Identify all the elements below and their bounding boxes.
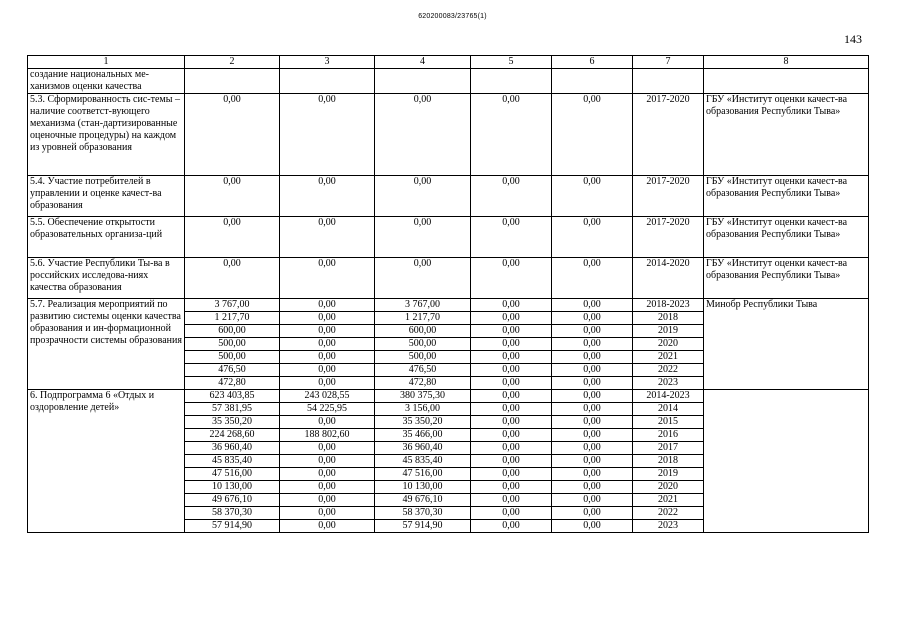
value-cell: 36 960,40: [185, 442, 280, 455]
value-cell: 0,00: [280, 364, 375, 377]
value-cell: 0,00: [185, 94, 280, 176]
value-cell: 0,00: [552, 468, 633, 481]
value-cell: 0,00: [471, 468, 552, 481]
row-name: 5.5. Обеспечение открытости образовательных организа-ций: [28, 217, 185, 258]
header-cell: 4: [375, 56, 471, 69]
value-cell: 243 028,55: [280, 390, 375, 403]
value-cell: 0,00: [471, 442, 552, 455]
value-cell: 188 802,60: [280, 429, 375, 442]
value-cell: 0,00: [280, 299, 375, 312]
value-cell: 1 217,70: [185, 312, 280, 325]
header-cell: 8: [704, 56, 869, 69]
value-cell: 0,00: [471, 217, 552, 258]
value-cell: 2019: [633, 468, 704, 481]
value-cell: 3 767,00: [375, 299, 471, 312]
value-cell: 0,00: [280, 494, 375, 507]
value-cell: 0,00: [280, 481, 375, 494]
value-cell: 500,00: [185, 338, 280, 351]
value-cell: 2021: [633, 494, 704, 507]
value-cell: 3 767,00: [185, 299, 280, 312]
row-name: 5.4. Участие потребителей в управлении и оценке качест-ва образования: [28, 176, 185, 217]
value-cell: 0,00: [552, 455, 633, 468]
header-cell: 1: [28, 56, 185, 69]
value-cell: 472,80: [375, 377, 471, 390]
value-cell: 0,00: [280, 258, 375, 299]
value-cell: 0,00: [552, 494, 633, 507]
value-cell: 2021: [633, 351, 704, 364]
value-cell: 472,80: [185, 377, 280, 390]
value-cell: 2017-2020: [633, 176, 704, 217]
value-cell: 0,00: [471, 481, 552, 494]
value-cell: 2018-2023: [633, 299, 704, 312]
value-cell: 0,00: [471, 507, 552, 520]
value-cell: 0,00: [552, 442, 633, 455]
value-cell: 600,00: [375, 325, 471, 338]
value-cell: 2014: [633, 403, 704, 416]
table-header-row: [28, 56, 869, 69]
value-cell: 476,50: [185, 364, 280, 377]
value-cell: 2015: [633, 416, 704, 429]
responsible-cell: ГБУ «Институт оценки качест-ва образования Республики Тыва»: [704, 258, 869, 299]
value-cell: 0,00: [280, 468, 375, 481]
value-cell: 1 217,70: [375, 312, 471, 325]
value-cell: 500,00: [375, 351, 471, 364]
value-cell: 600,00: [185, 325, 280, 338]
value-cell: 0,00: [471, 338, 552, 351]
table-row: [28, 217, 869, 258]
responsible-cell: ГБУ «Институт оценки качест-ва образования Республики Тыва»: [704, 217, 869, 258]
responsible-cell: ГБУ «Институт оценки качест-ва образования Республики Тыва»: [704, 94, 869, 176]
value-cell: 58 370,30: [185, 507, 280, 520]
value-cell: 0,00: [375, 258, 471, 299]
value-cell: 0,00: [471, 351, 552, 364]
value-cell: 2020: [633, 481, 704, 494]
header-cell: 7: [633, 56, 704, 69]
value-cell: 0,00: [552, 299, 633, 312]
value-cell: 0,00: [471, 325, 552, 338]
table-row: [28, 69, 869, 94]
value-cell: 36 960,40: [375, 442, 471, 455]
value-cell: 0,00: [471, 258, 552, 299]
value-cell: 0,00: [552, 403, 633, 416]
value-cell: 0,00: [471, 377, 552, 390]
responsible-cell: [704, 390, 869, 533]
value-cell: 35 350,20: [375, 416, 471, 429]
row-name: 5.7. Реализация мероприятий по развитию системы оценки качества образования и ин-формационной прозрачности системы образования: [28, 299, 185, 390]
value-cell: 0,00: [280, 455, 375, 468]
value-cell: 0,00: [552, 176, 633, 217]
value-cell: 0,00: [552, 390, 633, 403]
value-cell: 0,00: [375, 94, 471, 176]
value-cell: 2023: [633, 520, 704, 533]
row-name: создание национальных ме-ханизмов оценки качества: [28, 69, 185, 94]
row-name: 6. Подпрограмма 6 «Отдых и оздоровление детей»: [28, 390, 185, 533]
value-cell: 0,00: [280, 351, 375, 364]
value-cell: 0,00: [552, 325, 633, 338]
value-cell: 2014-2023: [633, 390, 704, 403]
value-cell: 0,00: [471, 299, 552, 312]
value-cell: 2022: [633, 364, 704, 377]
value-cell: 3 156,00: [375, 403, 471, 416]
table-row: [28, 94, 869, 176]
value-cell: 0,00: [280, 377, 375, 390]
value-cell: 2022: [633, 507, 704, 520]
value-cell: 57 381,95: [185, 403, 280, 416]
value-cell: 2018: [633, 312, 704, 325]
value-cell: 0,00: [552, 429, 633, 442]
value-cell: 0,00: [280, 312, 375, 325]
responsible-cell: Минобр Республики Тыва: [704, 299, 869, 390]
value-cell: 623 403,85: [185, 390, 280, 403]
value-cell: 2016: [633, 429, 704, 442]
value-cell: 0,00: [185, 217, 280, 258]
value-cell: 0,00: [552, 338, 633, 351]
value-cell: 35 466,00: [375, 429, 471, 442]
value-cell: 0,00: [471, 364, 552, 377]
value-cell: 49 676,10: [185, 494, 280, 507]
value-cell: 10 130,00: [185, 481, 280, 494]
value-cell: 380 375,30: [375, 390, 471, 403]
value-cell: 57 914,90: [185, 520, 280, 533]
table-row: [28, 258, 869, 299]
value-cell: 0,00: [552, 312, 633, 325]
value-cell: 0,00: [375, 217, 471, 258]
value-cell: 0,00: [552, 520, 633, 533]
value-cell: 0,00: [471, 312, 552, 325]
value-cell: 35 350,20: [185, 416, 280, 429]
value-cell: 2023: [633, 377, 704, 390]
value-cell: 0,00: [552, 258, 633, 299]
value-cell: 45 835,40: [375, 455, 471, 468]
value-cell: 45 835,40: [185, 455, 280, 468]
value-cell: 2018: [633, 455, 704, 468]
table-row: [28, 299, 869, 312]
value-cell: 0,00: [471, 494, 552, 507]
header-cell: 3: [280, 56, 375, 69]
header-cell: 5: [471, 56, 552, 69]
value-cell: 0,00: [280, 325, 375, 338]
document-id: 620200083/23765(1): [418, 13, 487, 20]
value-cell: 0,00: [471, 403, 552, 416]
value-cell: 0,00: [471, 94, 552, 176]
value-cell: 54 225,95: [280, 403, 375, 416]
value-cell: 49 676,10: [375, 494, 471, 507]
program-table: [27, 55, 869, 533]
value-cell: 224 268,60: [185, 429, 280, 442]
value-cell: 0,00: [552, 94, 633, 176]
value-cell: 0,00: [280, 507, 375, 520]
value-cell: 0,00: [552, 364, 633, 377]
table-row: [28, 176, 869, 217]
value-cell: 2014-2020: [633, 258, 704, 299]
value-cell: 0,00: [552, 351, 633, 364]
value-cell: 0,00: [552, 217, 633, 258]
value-cell: 0,00: [375, 176, 471, 217]
value-cell: 0,00: [471, 455, 552, 468]
page-number: 143: [844, 32, 862, 46]
value-cell: 0,00: [280, 217, 375, 258]
value-cell: 0,00: [552, 377, 633, 390]
value-cell: 500,00: [375, 338, 471, 351]
value-cell: 0,00: [471, 416, 552, 429]
row-name: 5.6. Участие Республики Ты-ва в российских исследова-ниях качества образования: [28, 258, 185, 299]
value-cell: 0,00: [471, 390, 552, 403]
value-cell: 2017-2020: [633, 94, 704, 176]
value-cell: 0,00: [471, 176, 552, 217]
header-cell: 2: [185, 56, 280, 69]
value-cell: 0,00: [471, 429, 552, 442]
value-cell: 2017-2020: [633, 217, 704, 258]
value-cell: 0,00: [185, 258, 280, 299]
value-cell: 57 914,90: [375, 520, 471, 533]
value-cell: 2019: [633, 325, 704, 338]
value-cell: 476,50: [375, 364, 471, 377]
value-cell: 2020: [633, 338, 704, 351]
table-row: [28, 390, 869, 403]
value-cell: 0,00: [280, 442, 375, 455]
value-cell: 47 516,00: [185, 468, 280, 481]
value-cell: 58 370,30: [375, 507, 471, 520]
value-cell: 2017: [633, 442, 704, 455]
header-cell: 6: [552, 56, 633, 69]
value-cell: 500,00: [185, 351, 280, 364]
value-cell: 0,00: [552, 507, 633, 520]
responsible-cell: ГБУ «Институт оценки качест-ва образования Республики Тыва»: [704, 176, 869, 217]
row-name: 5.3. Сформированность сис-темы – наличие соответст-вующего механизма (стан-дартизированные оценочные процедуры) на каждом из уровней образования: [28, 94, 185, 176]
value-cell: 47 516,00: [375, 468, 471, 481]
value-cell: 10 130,00: [375, 481, 471, 494]
value-cell: 0,00: [280, 176, 375, 217]
value-cell: 0,00: [280, 520, 375, 533]
value-cell: 0,00: [280, 94, 375, 176]
value-cell: 0,00: [280, 338, 375, 351]
value-cell: 0,00: [552, 416, 633, 429]
value-cell: 0,00: [280, 416, 375, 429]
value-cell: 0,00: [552, 481, 633, 494]
value-cell: 0,00: [471, 520, 552, 533]
value-cell: 0,00: [185, 176, 280, 217]
